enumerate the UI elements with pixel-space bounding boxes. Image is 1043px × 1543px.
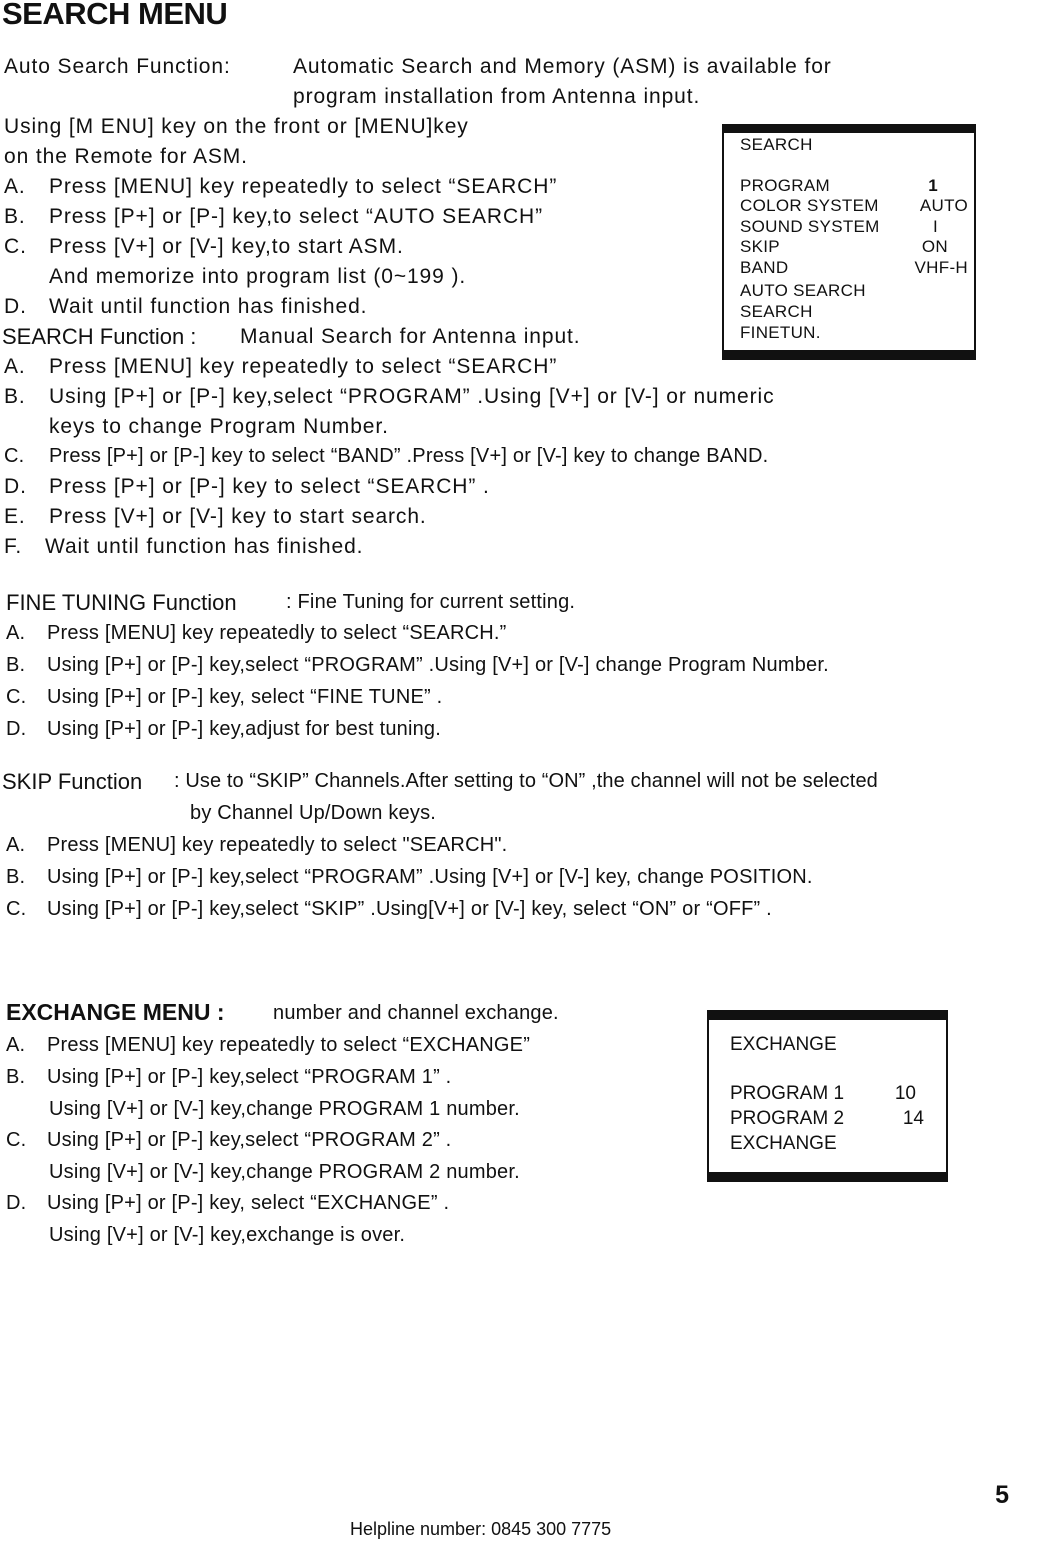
exchange-step-text: Using [V+] or [V-] key,change PROGRAM 1 number. [49, 1098, 520, 1120]
auto-search-heading: Auto Search Function: [4, 55, 231, 78]
skip-step-text: Press [MENU] key repeatedly to select "SEARCH". [47, 834, 508, 856]
auto-step-letter: B. [4, 205, 26, 228]
fine-step-text: Using [P+] or [P-] key, select “FINE TUNE” . [47, 686, 443, 708]
auto-step-letter: A. [4, 175, 26, 198]
search-box-item: AUTO SEARCH [740, 281, 866, 300]
manual-step-letter: F. [4, 535, 23, 558]
search-box-item: FINETUN. [740, 323, 821, 342]
skip-step-letter: B. [6, 866, 26, 888]
manual-step-text: Press [P+] or [P-] key to select “SEARCH” . [49, 475, 490, 498]
fine-step-letter: C. [6, 686, 27, 708]
skip-step-text: Using [P+] or [P-] key,select “SKIP” .Using[V+] or [V-] key, select “ON” or “OFF” . [47, 898, 772, 920]
manual-step-text: Wait until function has finished. [45, 535, 364, 558]
search-box-row-label: BAND [740, 258, 789, 277]
skip-description: : Use to “SKIP” Channels.After setting to “ON” ,the channel will not be selected [174, 770, 878, 792]
manual-step-letter: E. [4, 505, 26, 528]
search-box-title: SEARCH [740, 135, 813, 154]
auto-search-using-line-1: Using [M ENU] key on the front or [MENU]key [4, 115, 469, 138]
skip-step-letter: C. [6, 898, 27, 920]
skip-step-letter: A. [6, 834, 26, 856]
search-box-row-value: I [932, 217, 938, 236]
search-box-row-value: VHF-H [914, 258, 968, 277]
manual-step-letter: D. [4, 475, 27, 498]
search-box-item: SEARCH [740, 302, 813, 321]
fine-tuning-heading: FINE TUNING Function [6, 590, 237, 615]
manual-step-text: Press [MENU] key repeatedly to select “SEARCH” [49, 355, 558, 378]
helpline-number: Helpline number: 0845 300 7775 [350, 1519, 612, 1539]
exchange-box-row-value: 10 [894, 1083, 916, 1104]
manual-step-letter: B. [4, 385, 26, 408]
search-box-row-value: 1 [928, 176, 938, 195]
exchange-step-text: Using [P+] or [P-] key,select “PROGRAM 2” . [47, 1129, 452, 1151]
auto-step-text: And memorize into program list (0~199 ). [49, 265, 467, 288]
skip-description-cont: by Channel Up/Down keys. [190, 802, 437, 824]
search-box-top-bar [722, 124, 976, 133]
fine-step-letter: A. [6, 622, 26, 644]
fine-step-text: Using [P+] or [P-] key,adjust for best tuning. [47, 718, 442, 740]
search-menu-box [722, 124, 976, 360]
auto-step-letter: C. [4, 235, 27, 258]
auto-step-text: Press [V+] or [V-] key,to start ASM. [49, 235, 404, 258]
exchange-step-letter: B. [6, 1066, 26, 1088]
search-box-row-value: AUTO [919, 196, 968, 215]
auto-step-text: Press [MENU] key repeatedly to select “SEARCH” [49, 175, 558, 198]
search-box-row-label: SOUND SYSTEM [740, 217, 880, 236]
manual-search-heading: SEARCH Function : [2, 324, 197, 349]
exchange-menu-box [707, 1010, 948, 1182]
manual-step-text: Press [P+] or [P-] key to select “BAND” .Press [V+] or [V-] key to change BAND. [49, 445, 769, 467]
fine-step-text: Using [P+] or [P-] key,select “PROGRAM” .Using [V+] or [V-] change Program Number. [47, 654, 829, 676]
exchange-box-row-label: PROGRAM 1 [730, 1083, 845, 1104]
exchange-box-bottom-bar [707, 1172, 948, 1182]
fine-step-letter: B. [6, 654, 26, 676]
search-box-row-label: COLOR SYSTEM [740, 196, 879, 215]
manual-step-text: keys to change Program Number. [49, 415, 389, 438]
manual-search-description: Manual Search for Antenna input. [240, 325, 581, 348]
exchange-box-title: EXCHANGE [730, 1034, 837, 1055]
search-box-row-value: ON [921, 237, 948, 256]
exchange-step-text: Using [P+] or [P-] key,select “PROGRAM 1” . [47, 1066, 452, 1088]
auto-search-description-cont: program installation from Antenna input. [293, 85, 701, 108]
exchange-description: number and channel exchange. [273, 1002, 559, 1024]
search-box-row-label: PROGRAM [740, 176, 830, 195]
fine-tuning-description: : Fine Tuning for current setting. [286, 591, 576, 613]
auto-search-using-line-2: on the Remote for ASM. [4, 145, 248, 168]
exchange-step-letter: A. [6, 1034, 26, 1056]
page-number: 5 [995, 1481, 1009, 1509]
fine-step-letter: D. [6, 718, 27, 740]
manual-step-text: Press [V+] or [V-] key to start search. [49, 505, 427, 528]
fine-step-text: Press [MENU] key repeatedly to select “SEARCH.” [47, 622, 507, 644]
exchange-step-text: Using [V+] or [V-] key,change PROGRAM 2 number. [49, 1161, 520, 1183]
manual-step-letter: A. [4, 355, 26, 378]
auto-search-description: Automatic Search and Memory (ASM) is available for [293, 55, 832, 78]
auto-step-text: Wait until function has finished. [49, 295, 368, 318]
skip-step-text: Using [P+] or [P-] key,select “PROGRAM” .Using [V+] or [V-] key, change POSITION. [47, 866, 813, 888]
exchange-box-row-label: PROGRAM 2 [730, 1108, 845, 1129]
exchange-step-letter: D. [6, 1192, 27, 1214]
exchange-step-text: Press [MENU] key repeatedly to select “EXCHANGE” [47, 1034, 531, 1056]
exchange-box-top-bar [707, 1010, 948, 1020]
exchange-heading: EXCHANGE MENU : [6, 999, 225, 1025]
search-box-row-label: SKIP [740, 237, 780, 256]
auto-step-letter: D. [4, 295, 27, 318]
manual-step-text: Using [P+] or [P-] key,select “PROGRAM” .Using [V+] or [V-] or numeric [49, 385, 775, 408]
page-title: SEARCH MENU [2, 0, 228, 31]
exchange-step-letter: C. [6, 1129, 27, 1151]
exchange-box-item: EXCHANGE [730, 1133, 837, 1154]
search-box-bottom-bar [722, 350, 976, 360]
auto-step-text: Press [P+] or [P-] key,to select “AUTO SEARCH” [49, 205, 543, 228]
exchange-box-row-value: 14 [902, 1108, 924, 1129]
exchange-step-text: Using [V+] or [V-] key,exchange is over. [49, 1224, 406, 1246]
skip-heading: SKIP Function [2, 769, 143, 794]
exchange-step-text: Using [P+] or [P-] key, select “EXCHANGE” . [47, 1192, 450, 1214]
manual-step-letter: C. [4, 445, 25, 467]
